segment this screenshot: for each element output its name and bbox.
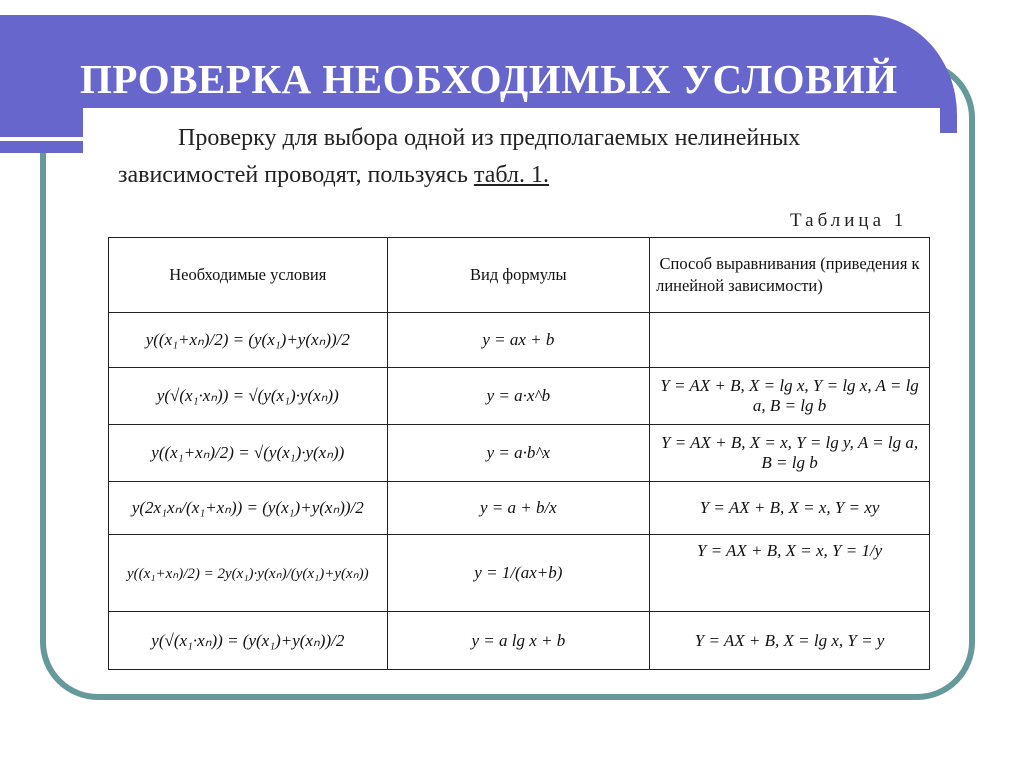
- linearization: Y = AX + B, X = lg x, Y = y: [694, 630, 885, 650]
- header-conditions: Необходимые условия: [109, 238, 388, 313]
- formula-cell: [387, 535, 649, 612]
- condition-formula: y((x₁+xₙ)/2) = √(y(x₁)·y(xₙ)): [151, 443, 345, 462]
- condition-cell: [109, 535, 388, 612]
- table-row: [109, 482, 930, 535]
- condition-formula: y(√(x₁·xₙ)) = √(y(x₁)·y(xₙ)): [156, 386, 339, 405]
- condition-cell: [109, 612, 388, 670]
- table-row: [109, 612, 930, 670]
- linearization-cell: [650, 535, 930, 612]
- table-row: [109, 368, 930, 425]
- formula-cell: [387, 313, 649, 368]
- linearization-cell: [650, 425, 930, 482]
- condition-formula: y((x₁+xₙ)/2) = 2y(x₁)·y(xₙ)/(y(x₁)+y(xₙ)): [126, 565, 369, 582]
- slide-title: ПРОВЕРКА НЕОБХОДИМЫХ УСЛОВИЙ: [80, 56, 898, 102]
- title-bar-stripe-lower: [0, 141, 83, 153]
- condition-cell: [109, 425, 388, 482]
- condition-formula: y(√(x₁·xₙ)) = (y(x₁)+y(xₙ))/2: [151, 630, 345, 650]
- formula: y = a·b^x: [486, 443, 551, 462]
- intro-paragraph: [118, 120, 928, 194]
- linearization: Y = AX + B, X = x, Y = xy: [699, 498, 880, 517]
- title-bar-notch: [940, 108, 957, 128]
- linearization-cell: [650, 313, 930, 368]
- conditions-table: [108, 237, 930, 670]
- table-caption: Таблица 1: [790, 210, 908, 231]
- formula-cell: [387, 482, 649, 535]
- formula: y = ax + b: [482, 330, 555, 349]
- condition-formula: y(2x₁xₙ/(x₁+xₙ)) = (y(x₁)+y(xₙ))/2: [131, 498, 364, 517]
- table-header-row: [109, 238, 930, 313]
- linearization: Y = AX + B, X = x, Y = lg y, A = lg a, B = lg b: [660, 433, 919, 472]
- linearization-cell: [650, 612, 930, 670]
- linearization-cell: [650, 368, 930, 425]
- formula: y = a·x^b: [486, 386, 551, 405]
- header-formula: Вид формулы: [387, 238, 649, 313]
- condition-formula: y((x₁+xₙ)/2) = (y(x₁)+y(xₙ))/2: [145, 330, 350, 349]
- intro-text: Проверку для выбора одной из предполагаемых нелинейных зависимостей проводят, пользуясь: [118, 125, 801, 188]
- table-row: [109, 313, 930, 368]
- linearization: Y = AX + B, X = x, Y = 1/y: [696, 541, 883, 560]
- header-linearization: Способ выравнивания (приведения к линейной зависимости): [650, 238, 930, 313]
- table-row: [109, 535, 930, 612]
- table-reference: табл. 1.: [473, 162, 549, 188]
- condition-cell: [109, 313, 388, 368]
- formula-cell: [387, 425, 649, 482]
- linearization: Y = AX + B, X = lg x, Y = lg x, A = lg a, B = lg b: [660, 376, 919, 415]
- formula: y = a + b/x: [479, 498, 557, 517]
- condition-cell: [109, 368, 388, 425]
- table-row: [109, 425, 930, 482]
- linearization-cell: [650, 482, 930, 535]
- condition-cell: [109, 482, 388, 535]
- formula: y = 1/(ax+b): [474, 563, 563, 582]
- formula: y = a lg x + b: [471, 630, 566, 650]
- formula-cell: [387, 368, 649, 425]
- formula-cell: [387, 612, 649, 670]
